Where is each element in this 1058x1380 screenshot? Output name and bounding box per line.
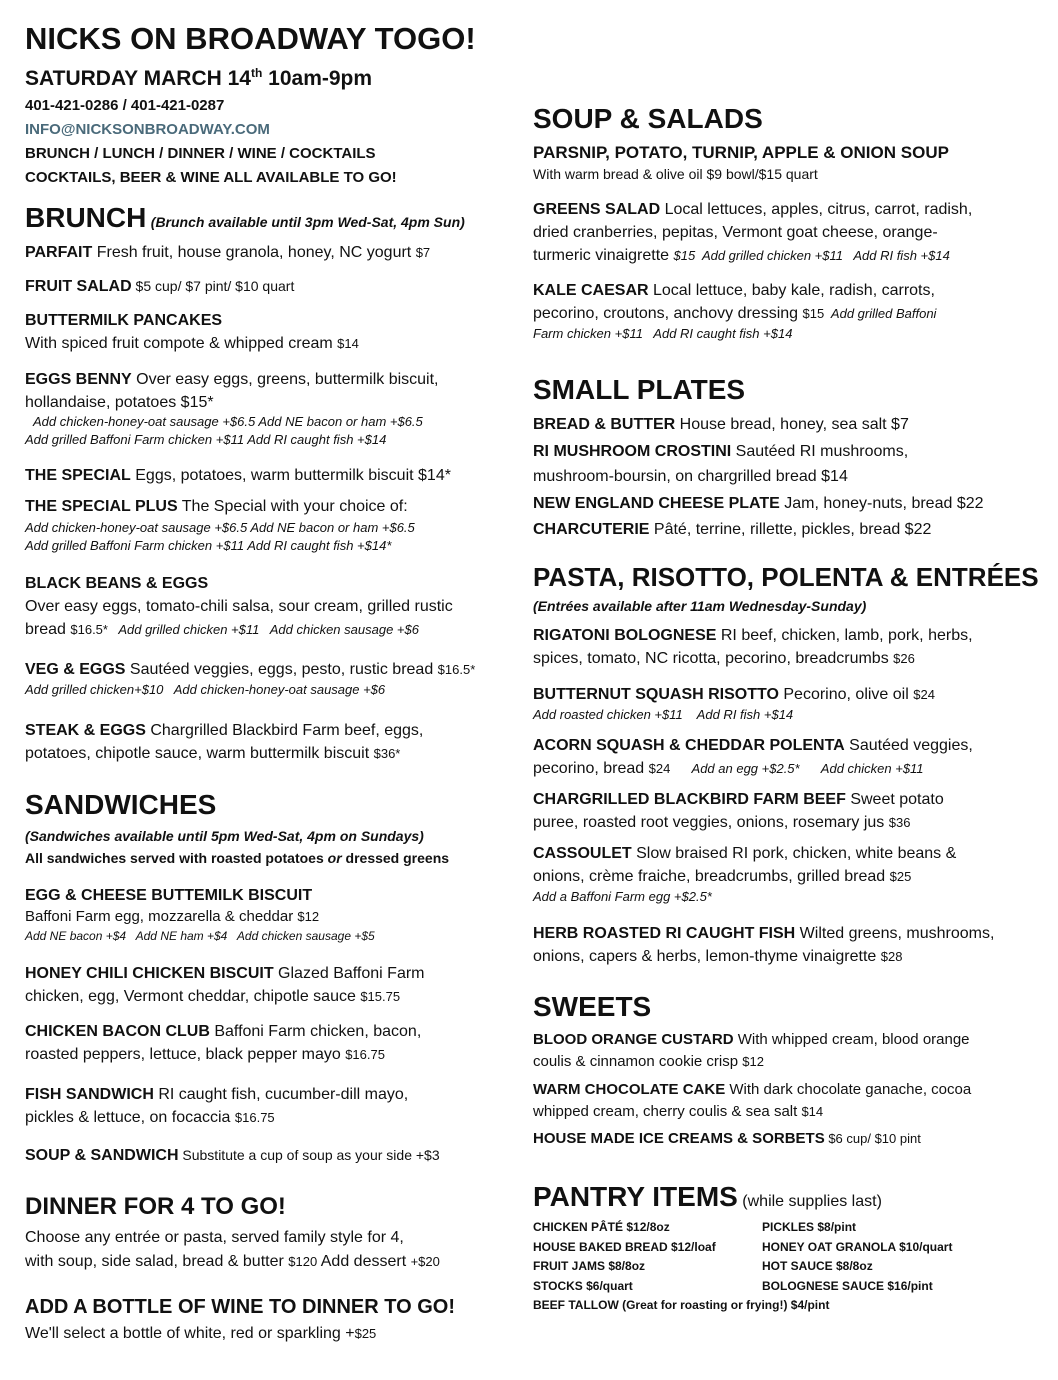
item-line — [533, 200, 972, 219]
item-desc-line — [533, 246, 972, 265]
item-desc-line — [533, 1103, 971, 1121]
item-line — [533, 924, 994, 943]
item-price: $15 — [802, 306, 825, 322]
item-desc: Local lettuce, baby kale, radish, carrots, — [648, 282, 935, 299]
item-name: EGGS BENNY — [25, 371, 132, 388]
item-desc-line — [533, 813, 944, 832]
item-desc-2: roasted peppers, lettuce, black pepper mayo — [25, 1046, 346, 1064]
item-name: PARSNIP, POTATO, TURNIP, APPLE & ONION SOUP — [533, 143, 949, 162]
wine-line — [25, 1324, 376, 1343]
item-desc: Sautéed RI mushrooms, — [731, 443, 909, 460]
pantry-title: PANTRY ITEMS — [533, 1181, 738, 1212]
menu-item-mushroom-crostini — [533, 442, 908, 486]
menu-item-soup-sandwich — [25, 1146, 440, 1165]
item-desc-2: hollandaise, potatoes $15* — [25, 394, 214, 412]
item-price: $16.75 — [345, 1047, 385, 1063]
pantry-item: FRUIT JAMS $8/8oz — [533, 1259, 646, 1273]
item-line — [25, 1022, 421, 1041]
pantry-item: PICKLES $8/pint — [762, 1220, 857, 1234]
item-desc-line — [25, 1108, 408, 1127]
item-name: BUTTERNUT SQUASH RISOTTO — [533, 686, 779, 703]
item-desc: The Special with your choice of: — [177, 498, 408, 515]
item-addons: Add grilled Baffoni Farm chicken +$11 Add RI caught fish +$14* — [25, 537, 392, 553]
item-desc-line — [25, 744, 423, 763]
item-desc-line — [25, 1045, 421, 1064]
pantry-item: BOLOGNESE SAUCE $16/pint — [762, 1279, 933, 1293]
item-name: CASSOULET — [533, 845, 632, 862]
item-desc-line — [533, 1053, 970, 1071]
item-name: ACORN SQUASH & CHEDDAR POLENTA — [533, 737, 845, 754]
item-price: $14 — [337, 336, 359, 352]
pantry-item: STOCKS $6/quart — [533, 1279, 633, 1293]
item-name: BUTTERMILK PANCAKES — [25, 312, 223, 329]
item-line — [533, 1031, 970, 1049]
item-addons: Add chicken-honey-oat sausage +$6.5 Add NE bacon or ham +$6.5 — [33, 414, 423, 430]
pantry-item: CHICKEN PÂTÉ $12/8oz — [533, 1220, 670, 1234]
item-desc-2: onions, capers & herbs, lemon-thyme vinaigrette — [533, 948, 881, 966]
sandwiches-title: SANDWICHES — [25, 789, 217, 820]
item-name: BREAD & BUTTER — [533, 416, 676, 433]
item-desc: Over easy eggs, greens, buttermilk biscuit, — [131, 371, 439, 388]
menu-item-parfait — [25, 243, 430, 262]
item-price: $24 — [913, 687, 935, 702]
item-desc: Sautéed veggies, — [844, 737, 973, 754]
menu-item-kale-caesar — [533, 281, 936, 342]
item-desc-line — [25, 987, 425, 1006]
item-desc: House bread, honey, sea salt $7 — [675, 416, 909, 433]
item-desc: Baffoni Farm chicken, bacon, — [209, 1023, 422, 1040]
menu-item-cheese-plate — [533, 494, 984, 513]
item-name: BLOOD ORANGE CUSTARD — [533, 1031, 734, 1048]
sandwiches-served — [25, 850, 449, 867]
page-title: NICKS ON BROADWAY TOGO! — [25, 21, 476, 56]
item-price: $36 — [888, 815, 911, 831]
item-name: STEAK & EGGS — [25, 722, 146, 739]
item-line — [533, 281, 936, 300]
item-desc-line — [533, 867, 956, 886]
item-desc: With dark chocolate ganache, cocoa — [725, 1081, 972, 1098]
item-addons: Add grilled chicken +$11 Add RI fish +$14 — [695, 248, 950, 264]
item-line — [25, 964, 425, 983]
item-name: BLACK BEANS & EGGS — [25, 575, 209, 592]
menu-item-greens-salad — [533, 200, 972, 266]
item-desc-2: bread — [25, 621, 71, 639]
item-desc: With whipped cream, blood orange — [733, 1031, 970, 1048]
menu-item-veg-eggs — [25, 660, 475, 698]
item-desc: Eggs, potatoes, warm buttermilk biscuit $14* — [130, 467, 451, 484]
item-line — [25, 721, 423, 740]
dinner-for-4-line2 — [25, 1252, 440, 1271]
menu-item-eggs-benny — [25, 370, 438, 448]
brunch-note: (Brunch available until 3pm Wed-Sat, 4pm Sun) — [150, 214, 465, 230]
menu-item-ice-creams — [533, 1130, 921, 1148]
item-addons: Add grilled Baffoni Farm chicken +$11 Add RI caught fish +$14 — [25, 431, 387, 447]
menu-item-bread-butter — [533, 415, 909, 434]
item-price: $15.75 — [360, 989, 401, 1005]
pantry-heading — [533, 1180, 882, 1214]
item-price: $14 — [801, 1104, 824, 1119]
menu-item-steak-eggs — [25, 721, 423, 763]
item-name: GREENS SALAD — [533, 201, 661, 218]
menu-item-parsnip-soup — [533, 143, 949, 183]
item-name: RIGATONI BOLOGNESE — [533, 627, 717, 644]
soup-salads-title: SOUP & SALADS — [533, 103, 763, 134]
item-line — [533, 626, 973, 645]
item-addons: Add a Baffoni Farm egg +$2.5* — [533, 889, 712, 905]
item-addons: Add grilled chicken +$11 Add chicken sausage +$6 — [107, 622, 419, 638]
item-line — [25, 1085, 408, 1104]
item-name: NEW ENGLAND CHEESE PLATE — [533, 495, 780, 512]
meal-list: BRUNCH / LUNCH / DINNER / WINE / COCKTAILS — [25, 145, 376, 162]
item-addons: Add chicken-honey-oat sausage +$6.5 Add NE bacon or ham +$6.5 — [25, 520, 415, 536]
item-name: CHARGRILLED BLACKBIRD FARM BEEF — [533, 791, 846, 808]
date-hours: 10am-9pm — [262, 67, 373, 90]
item-name: HOUSE MADE ICE CREAMS & SORBETS — [533, 1130, 825, 1147]
item-price: $12 — [297, 909, 320, 925]
item-desc-2: whipped cream, cherry coulis & sea salt — [533, 1103, 802, 1120]
menu-item-blood-orange-custard — [533, 1031, 970, 1071]
item-desc-2: spices, tomato, NC ricotta, pecorino, breadcrumbs — [533, 650, 894, 668]
item-name: KALE CAESAR — [533, 282, 649, 299]
item-line — [533, 1081, 971, 1099]
item-price: $26 — [893, 651, 915, 667]
served-text: All sandwiches served with roasted potatoes — [25, 850, 328, 866]
dinner-for-4-line1: Choose any entrée or pasta, served family style for 4, — [25, 1229, 404, 1246]
brunch-heading — [25, 201, 465, 235]
menu-item-blackbird-beef — [533, 790, 944, 832]
item-desc-2: pickles & lettuce, on focaccia — [25, 1109, 235, 1127]
dinner-desc: with soup, side salad, bread & butter — [25, 1253, 289, 1270]
menu-item-chocolate-cake — [533, 1081, 971, 1121]
item-line — [533, 736, 973, 755]
item-name: HONEY CHILI CHICKEN BISCUIT — [25, 965, 274, 982]
item-name: CHICKEN BACON CLUB — [25, 1023, 210, 1040]
item-name: FISH SANDWICH — [25, 1086, 154, 1103]
menu-item-chicken-bacon-club — [25, 1022, 421, 1064]
item-price: $24 — [648, 761, 671, 777]
menu-item-charcuterie — [533, 520, 931, 539]
item-price: $15 — [673, 248, 696, 264]
menu-item-risotto — [533, 685, 935, 723]
item-addons: Add NE bacon +$4 Add NE ham +$4 Add chicken sausage +$5 — [25, 929, 375, 944]
item-name: THE SPECIAL PLUS — [25, 498, 178, 515]
item-addons: Add an egg +$2.5* Add chicken +$11 — [670, 761, 924, 777]
item-desc-3: turmeric vinaigrette — [533, 247, 674, 265]
item-desc-2: onions, crème fraiche, breadcrumbs, grilled bread — [533, 868, 890, 886]
service-date — [25, 66, 372, 91]
item-price: $16.5* — [70, 622, 108, 638]
item-name: THE SPECIAL — [25, 467, 131, 484]
brunch-title: BRUNCH — [25, 202, 147, 233]
item-desc: Local lettuces, apples, citrus, carrot, radish, — [660, 201, 973, 218]
item-desc-line — [533, 304, 936, 323]
date-text: SATURDAY MARCH 14 — [25, 67, 251, 90]
item-desc-2: pecorino, bread — [533, 760, 649, 778]
item-name: EGG & CHEESE BUTTEMILK BISCUIT — [25, 887, 313, 904]
item-line — [533, 844, 956, 863]
item-addons: Add grilled Baffoni — [824, 306, 937, 322]
item-desc: Pâté, terrine, rillette, pickles, bread $22 — [649, 521, 932, 538]
item-desc-2: mushroom-boursin, on chargrilled bread $14 — [533, 468, 848, 486]
item-desc: $6 cup/ $10 pint — [824, 1131, 921, 1146]
item-desc: Jam, honey-nuts, bread $22 — [779, 495, 984, 512]
sandwiches-note: (Sandwiches available until 5pm Wed-Sat, 4pm on Sundays) — [25, 828, 424, 844]
item-desc-line — [533, 759, 973, 778]
item-desc-line — [25, 908, 375, 926]
item-price: $12 — [742, 1054, 764, 1069]
item-desc: Sautéed veggies, eggs, pesto, rustic bread — [125, 661, 438, 678]
date-suffix: th — [251, 66, 263, 80]
item-name: VEG & EGGS — [25, 661, 126, 678]
item-name: FRUIT SALAD — [25, 278, 132, 295]
item-desc-line — [25, 620, 453, 639]
item-desc-line — [533, 947, 994, 966]
item-price: $16.5* — [437, 662, 476, 677]
item-desc: Over easy eggs, tomato-chili salsa, sour cream, grilled rustic — [25, 598, 453, 616]
served-or: or — [327, 850, 342, 866]
item-line — [533, 442, 908, 461]
item-price: $5 cup/ $7 pint/ $10 quart — [131, 278, 295, 294]
item-desc: Glazed Baffoni Farm — [273, 965, 425, 982]
item-name: HERB ROASTED RI CAUGHT FISH — [533, 925, 796, 942]
wine-title: ADD A BOTTLE OF WINE TO DINNER TO GO! — [25, 1296, 455, 1318]
dinner-price: $120 — [288, 1254, 318, 1269]
pantry-note: (while supplies last) — [737, 1193, 882, 1210]
item-desc-2: dried cranberries, pepitas, Vermont goat cheese, orange- — [533, 224, 938, 242]
item-name: SOUP & SANDWICH — [25, 1147, 179, 1164]
menu-item-the-special — [25, 466, 451, 485]
item-desc: Wilted greens, mushrooms, — [795, 925, 995, 942]
pantry-item: BEEF TALLOW (Great for roasting or frying!) $4/pint — [533, 1298, 830, 1312]
item-desc: With warm bread & olive oil $9 bowl/$15 quart — [533, 166, 818, 183]
dinner-for-4-title: DINNER FOR 4 TO GO! — [25, 1193, 286, 1220]
menu-item-polenta — [533, 736, 973, 778]
item-desc-2: pecorino, croutons, anchovy dressing — [533, 305, 803, 323]
item-name: CHARCUTERIE — [533, 521, 650, 538]
item-name: PARFAIT — [25, 244, 93, 261]
item-desc: RI beef, chicken, lamb, pork, herbs, — [716, 627, 973, 644]
sweets-title: SWEETS — [533, 991, 652, 1022]
item-line — [25, 370, 438, 389]
item-desc-line — [25, 334, 359, 353]
item-desc: Fresh fruit, house granola, honey, NC yogurt — [92, 244, 416, 261]
item-desc: Pecorino, olive oil — [778, 686, 914, 703]
item-addons: Farm chicken +$11 Add RI caught fish +$14 — [533, 326, 793, 342]
menu-item-egg-cheese-biscuit — [25, 886, 375, 944]
togo-availability: COCKTAILS, BEER & WINE ALL AVAILABLE TO GO! — [25, 169, 397, 186]
served-text-2: dressed greens — [341, 850, 450, 866]
dinner-dessert: Add dessert — [317, 1253, 411, 1270]
item-desc-2: chicken, egg, Vermont cheddar, chipotle sauce — [25, 988, 361, 1006]
menu-item-fish-sandwich — [25, 1085, 408, 1127]
item-line — [533, 685, 935, 704]
item-line — [533, 790, 944, 809]
item-price: $7 — [415, 245, 431, 260]
item-desc: With spiced fruit compote & whipped cream — [25, 335, 338, 353]
item-name: WARM CHOCOLATE CAKE — [533, 1081, 726, 1098]
email-link[interactable]: INFO@NICKSONBROADWAY.COM — [25, 121, 270, 138]
pasta-title: PASTA, RISOTTO, POLENTA & ENTRÉES — [533, 562, 1039, 592]
pasta-note: (Entrées available after 11am Wednesday-Sunday) — [533, 598, 867, 614]
item-desc: Sweet potato — [845, 791, 944, 808]
item-desc: Chargrilled Blackbird Farm beef, eggs, — [145, 722, 424, 739]
item-desc-2: puree, roasted root veggies, onions, rosemary jus — [533, 814, 889, 832]
item-price: $28 — [880, 949, 903, 965]
menu-item-fruit-salad — [25, 277, 294, 296]
menu-item-pancakes — [25, 311, 359, 353]
wine-price: $25 — [354, 1326, 377, 1341]
item-addons: Add roasted chicken +$11 Add RI fish +$14 — [533, 707, 794, 723]
item-desc-2: potatoes, chipotle sauce, warm buttermilk biscuit — [25, 745, 374, 763]
item-desc: RI caught fish, cucumber-dill mayo, — [153, 1086, 409, 1103]
item-desc: Substitute a cup of soup as your side +$3 — [178, 1147, 440, 1163]
dessert-price: +$20 — [410, 1254, 440, 1269]
item-desc-line — [533, 649, 973, 668]
item-line — [25, 497, 415, 516]
pantry-item: HOUSE BAKED BREAD $12/loaf — [533, 1240, 716, 1254]
menu-item-cassoulet — [533, 844, 956, 905]
item-name: RI MUSHROOM CROSTINI — [533, 443, 732, 460]
small-plates-title: SMALL PLATES — [533, 374, 746, 405]
wine-desc: We'll select a bottle of white, red or sparkling + — [25, 1325, 355, 1342]
menu-item-rigatoni — [533, 626, 973, 668]
pantry-item: HONEY OAT GRANOLA $10/quart — [762, 1240, 953, 1254]
item-desc: Slow braised RI pork, chicken, white beans & — [631, 845, 957, 862]
item-addons: Add grilled chicken+$10 Add chicken-honey-oat sausage +$6 — [25, 682, 386, 698]
menu-item-special-plus — [25, 497, 415, 553]
phone-numbers: 401-421-0286 / 401-421-0287 — [25, 97, 225, 114]
menu-item-herb-roasted-fish — [533, 924, 994, 966]
item-desc-2: coulis & cinnamon cookie crisp — [533, 1053, 743, 1070]
menu-item-honey-chili-biscuit — [25, 964, 425, 1006]
item-price: $16.75 — [234, 1110, 275, 1126]
menu-item-black-beans — [25, 574, 453, 640]
item-line — [25, 660, 475, 679]
item-price: $25 — [889, 869, 912, 885]
item-price: $36* — [373, 746, 401, 762]
item-desc: Baffoni Farm egg, mozzarella & cheddar — [25, 908, 298, 926]
pantry-item: HOT SAUCE $8/8oz — [762, 1259, 873, 1273]
